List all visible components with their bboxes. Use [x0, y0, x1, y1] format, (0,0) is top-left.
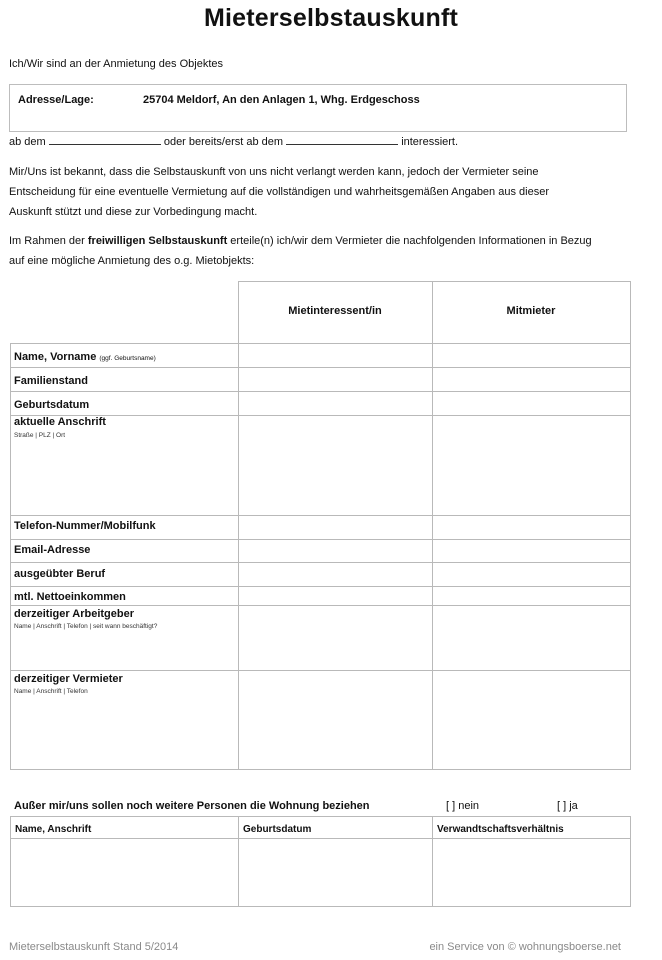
date-since-blank[interactable] [286, 134, 398, 145]
intro-text: Ich/Wir sind an der Anmietung des Objektes [9, 58, 223, 70]
row-note-arbeitgeber: Name | Anschrift | Telefon | seit wann beschäftigt? [14, 623, 158, 630]
paragraph-2-pre: Im Rahmen der [9, 235, 85, 247]
persons-option-yes[interactable]: [ ] ja [557, 800, 578, 812]
row-label-name: Name, Vorname (ggf. Geburtsname) [14, 351, 156, 363]
paragraph-2-line-2: auf eine mögliche Anmietung des o.g. Mietobjekts: [9, 255, 255, 267]
persons-col-birthdate: Geburtsdatum [243, 824, 312, 835]
footer-left: Mieterselbstauskunft Stand 5/2014 [9, 941, 179, 953]
persons-col-name: Name, Anschrift [15, 824, 92, 835]
paragraph-1-line-3: Auskunft stützt und diese zur Vorbedingung macht. [9, 206, 258, 218]
row-label-geburtsdatum: Geburtsdatum [14, 399, 90, 411]
persons-table [10, 816, 631, 907]
paragraph-1 [9, 162, 549, 222]
row-label-familienstand: Familienstand [14, 375, 88, 387]
persons-col-relation: Verwandtschaftsverhältnis [437, 824, 564, 835]
paragraph-1-line-1: Mir/Uns ist bekannt, dass die Selbstauskunft von uns nicht verlangt werden kann, jedoch der Vermieter seine [9, 166, 539, 178]
date-prefix: ab dem [9, 136, 46, 148]
paragraph-2-line-1 [9, 231, 592, 251]
row-label-telefon: Telefon-Nummer/Mobilfunk [14, 520, 156, 532]
date-suffix: interessiert. [401, 136, 459, 148]
column-header-cotenant: Mitmieter [506, 305, 556, 317]
paragraph-2-post: erteile(n) ich/wir dem Vermieter die nachfolgenden Informationen in Bezug [230, 235, 592, 247]
row-label-email: Email-Adresse [14, 544, 91, 556]
row-note-anschrift: Straße | PLZ | Ort [14, 432, 66, 439]
row-label-anschrift: aktuelle Anschrift [14, 416, 106, 428]
date-line [9, 132, 458, 152]
paragraph-2-bold: freiwilligen Selbstauskunft [87, 235, 228, 247]
address-label: Adresse/Lage: [18, 94, 94, 106]
row-label-beruf: ausgeübter Beruf [14, 568, 106, 580]
persons-question: Außer mir/uns sollen noch weitere Personen die Wohnung beziehen [14, 800, 370, 812]
column-header-applicant: Mietinteressent/in [288, 305, 382, 317]
page-title: Mieterselbstauskunft [203, 4, 459, 32]
row-note-vermieter: Name | Anschrift | Telefon [14, 688, 88, 695]
row-label-einkommen: mtl. Nettoeinkommen [14, 591, 126, 603]
address-value: 25704 Meldorf, An den Anlagen 1, Whg. Erdgeschoss [143, 94, 420, 106]
persons-option-no[interactable]: [ ] nein [446, 800, 480, 812]
address-box [9, 84, 627, 132]
date-from-blank[interactable] [49, 134, 161, 145]
row-label-vermieter: derzeitiger Vermieter [14, 673, 123, 685]
paragraph-1-line-2: Entscheidung für eine eventuelle Vermietung auf die vollständigen und wahrheitsgemäßen Angaben aus dieser [9, 186, 549, 198]
row-label-arbeitgeber: derzeitiger Arbeitgeber [14, 608, 135, 620]
date-middle: oder bereits/erst ab dem [163, 136, 284, 148]
paragraph-2 [9, 231, 592, 271]
main-info-table [10, 281, 631, 770]
row-note-name: (ggf. Geburtsname) [99, 355, 156, 362]
footer-right: ein Service von © wohnungsboerse.net [429, 941, 621, 953]
